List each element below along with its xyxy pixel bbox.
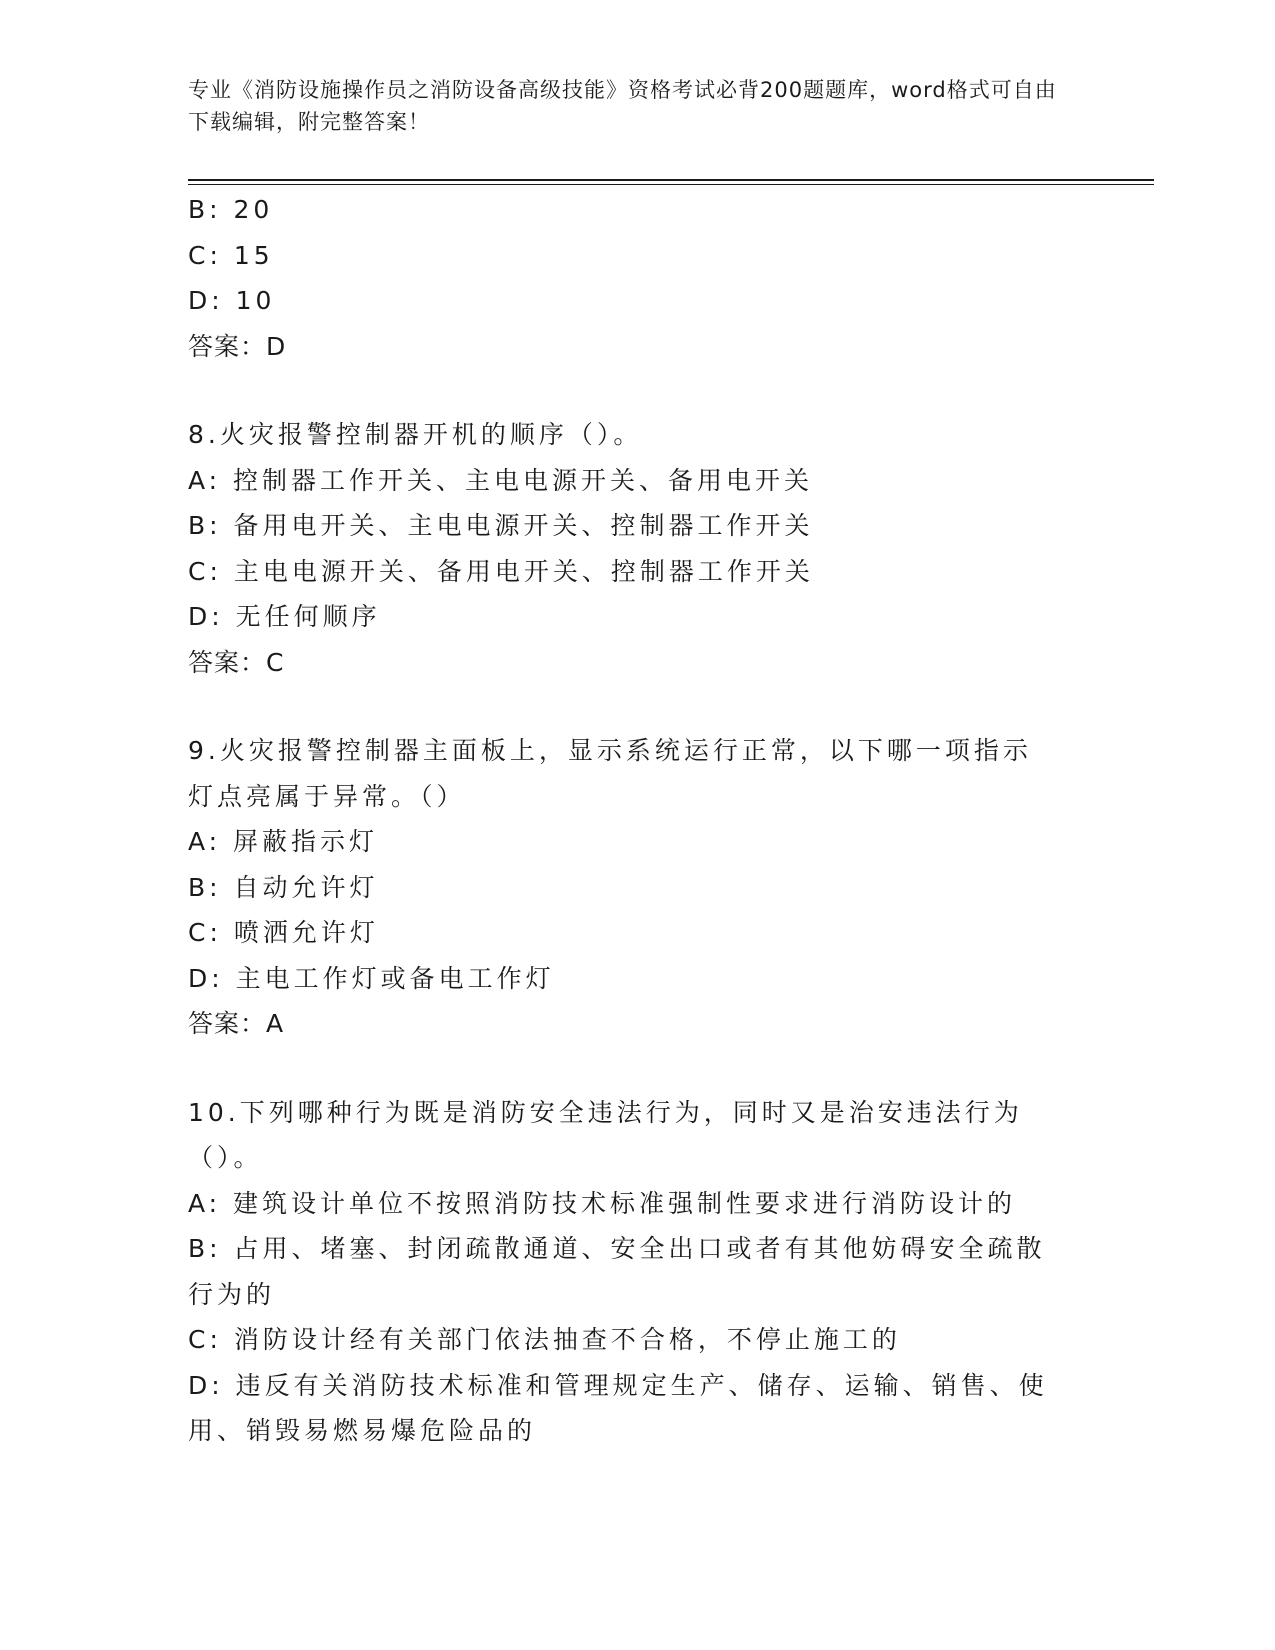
question-text: 10.下列哪种行为既是消防安全违法行为，同时又是治安违法行为（）。 bbox=[188, 1097, 1023, 1172]
option-c: C: 喷洒允许灯 bbox=[188, 918, 379, 947]
option-c: C: 消防设计经有关部门依法抽查不合格，不停止施工的 bbox=[188, 1325, 901, 1354]
option-a: A: 控制器工作开关、主电电源开关、备用电开关 bbox=[188, 465, 814, 495]
option-d: D: 无任何顺序 bbox=[188, 602, 381, 631]
question-text: 9.火灾报警控制器主面板上，显示系统运行正常，以下哪一项指示灯点亮属于异常。（） bbox=[188, 736, 1032, 811]
option-d: D: 主电工作灯或备电工作灯 bbox=[188, 963, 555, 993]
option-a: A: 建筑设计单位不按照消防技术标准强制性要求进行消防设计的 bbox=[188, 1188, 1017, 1218]
option-b: B: 20 bbox=[188, 195, 274, 224]
option-c: C: 主电电源开关、备用电开关、控制器工作开关 bbox=[188, 556, 814, 586]
spacer bbox=[188, 685, 1088, 728]
spacer bbox=[188, 1047, 1088, 1090]
header-rule-thick bbox=[188, 179, 1154, 181]
question-text: 8.火灾报警控制器开机的顺序（）。 bbox=[188, 420, 643, 449]
document-header: 专业《消防设施操作员之消防设备高级技能》资格考试必背200题题库，word格式可自由下载编辑，附完整答案！ bbox=[188, 78, 1057, 134]
answer-line: 答案：C bbox=[188, 647, 285, 677]
option-b: B: 占用、堵塞、封闭疏散通道、安全出口或者有其他妨碍安全疏散行为的 bbox=[188, 1234, 1046, 1309]
answer-line: 答案：A bbox=[188, 1009, 285, 1038]
header-rule-thin bbox=[188, 184, 1154, 185]
option-a: A: 屏蔽指示灯 bbox=[188, 827, 379, 856]
spacer bbox=[188, 369, 1088, 412]
option-c: C: 15 bbox=[188, 240, 274, 270]
option-b: B: 自动允许灯 bbox=[188, 872, 379, 902]
option-d: D: 10 bbox=[188, 286, 276, 315]
option-b: B: 备用电开关、主电电源开关、控制器工作开关 bbox=[188, 511, 814, 540]
document-body bbox=[188, 187, 1088, 1454]
option-d: D: 违反有关消防技术标准和管理规定生产、储存、运输、销售、使用、销毁易燃易爆危险品的 bbox=[188, 1370, 1048, 1445]
answer-line: 答案：D bbox=[188, 331, 287, 361]
